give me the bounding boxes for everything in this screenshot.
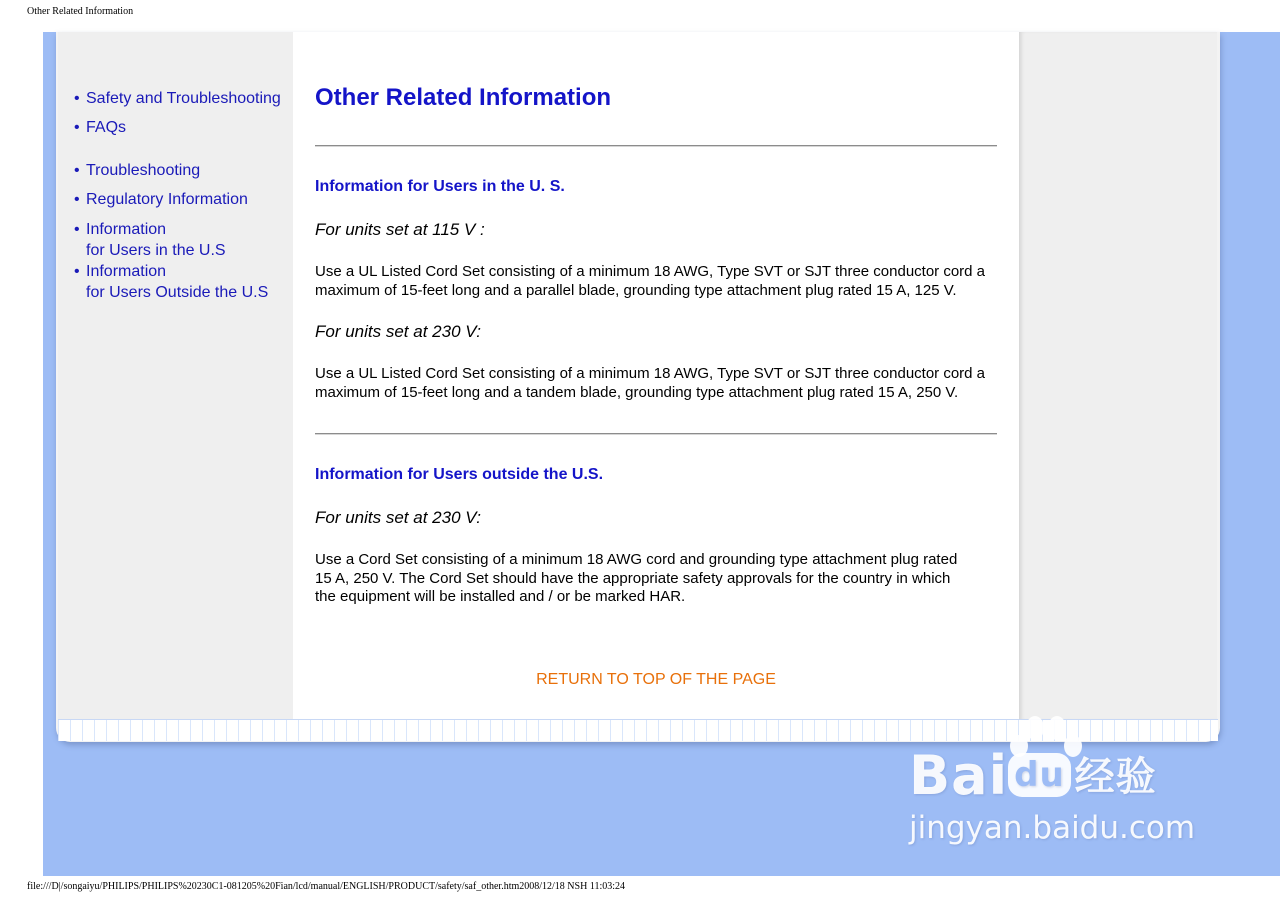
watermark-brand-du: du — [1008, 753, 1071, 797]
nav-item-info-outside-us — [74, 261, 268, 303]
us-section-heading: Information for Users in the U. S. — [315, 178, 565, 195]
print-header: Other Related Information — [27, 6, 134, 17]
nav-link-troubleshooting[interactable]: • Troubleshooting — [86, 162, 201, 179]
nav-link-info-outside-us-line2: for Users Outside the U.S — [86, 284, 269, 301]
nav-item-troubleshooting — [74, 160, 200, 181]
outside-section-heading: Information for Users outside the U.S. — [315, 466, 604, 483]
watermark-brand — [909, 744, 1157, 807]
us-115v-paragraph: Use a UL Listed Cord Set consisting of a minimum 18 AWG, Type SVT or SJT three conductor cord a maximum of 15-feet long and a parallel blade, grounding type attachment plug rated 15 A, 125 V. — [315, 263, 986, 299]
nav-link-info-outside-us-line1: Information — [86, 263, 167, 280]
nav-link-safety-troubleshooting[interactable]: • Safety and Troubleshooting — [86, 90, 281, 107]
nav-item-info-us — [74, 219, 226, 261]
baidu-watermark — [905, 712, 1205, 862]
nav-link-info-us-line1: Information — [86, 221, 167, 238]
nav-item-regulatory — [74, 189, 248, 210]
outside-paragraph-line1: Use a Cord Set consisting of a minimum 18 AWG cord and grounding type attachment plug rated — [315, 551, 958, 568]
main-content — [293, 32, 1019, 720]
watermark-url: jingyan.baidu.com — [909, 810, 1196, 846]
right-column — [1019, 32, 1217, 720]
outside-230v-subheading: For units set at 230 V: — [315, 508, 481, 527]
outside-paragraph-line2: 15 A, 250 V. The Cord Set should have the appropriate safety approvals for the country in which — [315, 569, 951, 587]
nav-link-faqs[interactable]: • FAQs — [86, 119, 127, 136]
us-230v-subheading: For units set at 230 V: — [315, 322, 481, 341]
watermark-brand-left: Bai — [909, 744, 1009, 807]
divider-middle — [315, 433, 997, 435]
nav-link-regulatory[interactable]: • Regulatory Information — [86, 191, 248, 208]
nav-link-info-us-line2: for Users in the U.S — [86, 242, 226, 259]
us-115v-subheading: For units set at 115 V : — [315, 220, 485, 239]
nav-item-faqs — [74, 117, 126, 138]
watermark-brand-cn: 经验 — [1074, 754, 1157, 800]
nav-item-safety-troubleshooting — [74, 88, 281, 109]
print-footer: file:///D|/songaiyu/PHILIPS/PHILIPS%20230C1-081205%20Fian/lcd/manual/ENGLISH/PRODUCT/safety/saf_other.htm2008/12/18 NSH 11:03:24 — [27, 881, 625, 892]
outside-230v-paragraph — [315, 551, 997, 607]
left-nav — [58, 32, 293, 720]
page-title: Other Related Information — [315, 84, 612, 111]
nav-link-info-us[interactable] — [86, 219, 226, 261]
divider-top — [315, 145, 997, 147]
return-to-top-link[interactable]: RETURN TO TOP OF THE PAGE — [536, 671, 776, 688]
outside-paragraph-line3: the equipment will be installed and / or be marked HAR. — [315, 588, 686, 606]
nav-link-info-outside-us[interactable] — [86, 261, 268, 303]
us-230v-paragraph: Use a UL Listed Cord Set consisting of a minimum 18 AWG, Type SVT or SJT three conductor cord a maximum of 15-feet long and a tandem blade, grounding type attachment plug rated 15 A, 250 V. — [315, 365, 986, 401]
